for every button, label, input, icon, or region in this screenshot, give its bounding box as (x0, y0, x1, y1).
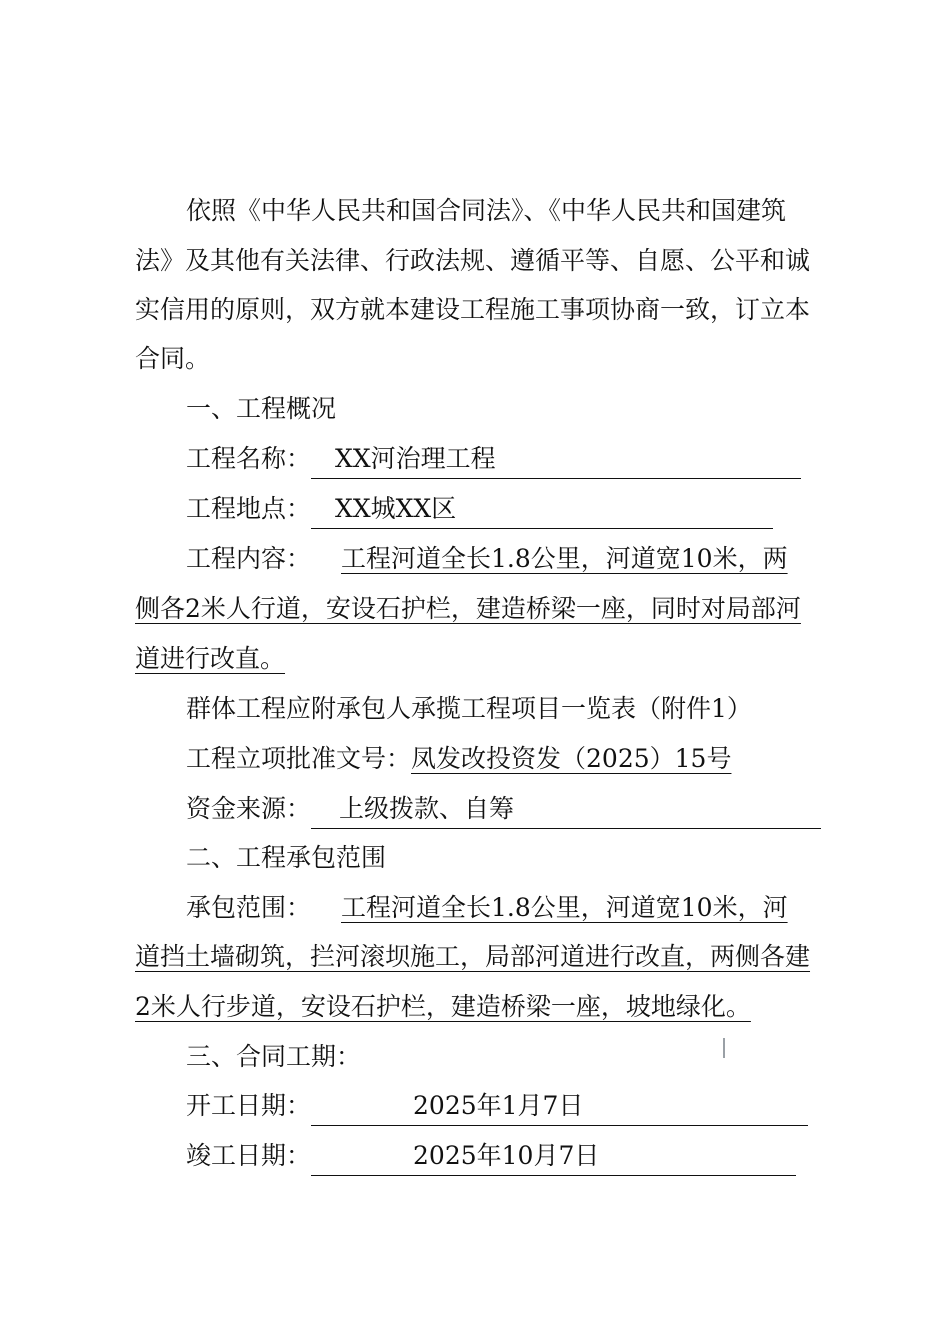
project-name-row (186, 434, 836, 484)
end-date-value: 2025年10月7日 (413, 1141, 600, 1170)
project-location-field (311, 484, 773, 529)
project-content-line-3: 道进行改直。 (135, 644, 286, 673)
project-location-row (186, 484, 836, 534)
end-date-label: 竣工日期： (186, 1141, 312, 1170)
end-date-field (311, 1131, 796, 1176)
approval-number-label: 工程立项批准文号： (186, 744, 412, 773)
intro-line-1: 依照《中华人民共和国合同法》、《中华人民共和国建筑 (186, 196, 787, 225)
scope-line-2: 道挡土墙砌筑，拦河滚坝施工，局部河道进行改直，两侧各建 (135, 942, 811, 971)
scope-line-2-row (135, 932, 835, 982)
project-name-field (311, 434, 801, 479)
project-location-value: XX城XX区 (335, 494, 457, 523)
project-content-line-2-row (135, 584, 835, 634)
group-project-note: 群体工程应附承包人承揽工程项目一览表（附件1） (186, 694, 752, 723)
scope-line-1: 工程河道全长1.8公里，河道宽10米，河 (341, 893, 788, 922)
approval-number-row (186, 734, 836, 784)
project-name-label: 工程名称： (186, 444, 312, 473)
project-content-line-2: 侧各2米人行道，安设石护栏，建造桥梁一座，同时对局部河 (135, 594, 801, 623)
funds-source-label: 资金来源： (186, 794, 312, 823)
start-date-field (311, 1081, 808, 1126)
project-content-line-3-row (135, 634, 835, 684)
end-date-row (186, 1131, 836, 1181)
project-content-line-1: 工程河道全长1.8公里，河道宽10米，两 (341, 544, 788, 573)
section-2-heading: 二、工程承包范围 (186, 843, 387, 872)
start-date-label: 开工日期： (186, 1091, 312, 1120)
approval-number-value: 凤发改投资发（2025）15号 (411, 744, 732, 773)
project-location-label: 工程地点： (186, 494, 312, 523)
intro-line-3: 实信用的原则，双方就本建设工程施工事项协商一致，订立本 (135, 295, 811, 324)
scope-row (186, 883, 836, 933)
project-content-label: 工程内容： (186, 544, 312, 573)
section-3-heading: 三、合同工期： (186, 1042, 362, 1071)
project-name-value: XX河治理工程 (335, 444, 496, 473)
start-date-row (186, 1081, 836, 1131)
project-content-row (186, 534, 836, 584)
text-cursor (723, 1038, 725, 1058)
intro-line-2: 法》及其他有关法律、行政法规、遵循平等、自愿、公平和诚 (135, 246, 811, 275)
funds-source-field (311, 784, 821, 829)
scope-label: 承包范围： (186, 893, 312, 922)
funds-source-row (186, 784, 836, 834)
scope-line-3-row (135, 982, 835, 1032)
scope-line-3: 2米人行步道，安设石护栏，建造桥梁一座，坡地绿化。 (135, 992, 751, 1021)
funds-source-value: 上级拨款、自筹 (339, 794, 515, 823)
section-1-heading: 一、工程概况 (186, 394, 337, 423)
intro-line-4: 合同。 (135, 344, 211, 373)
start-date-value: 2025年1月7日 (413, 1091, 584, 1120)
